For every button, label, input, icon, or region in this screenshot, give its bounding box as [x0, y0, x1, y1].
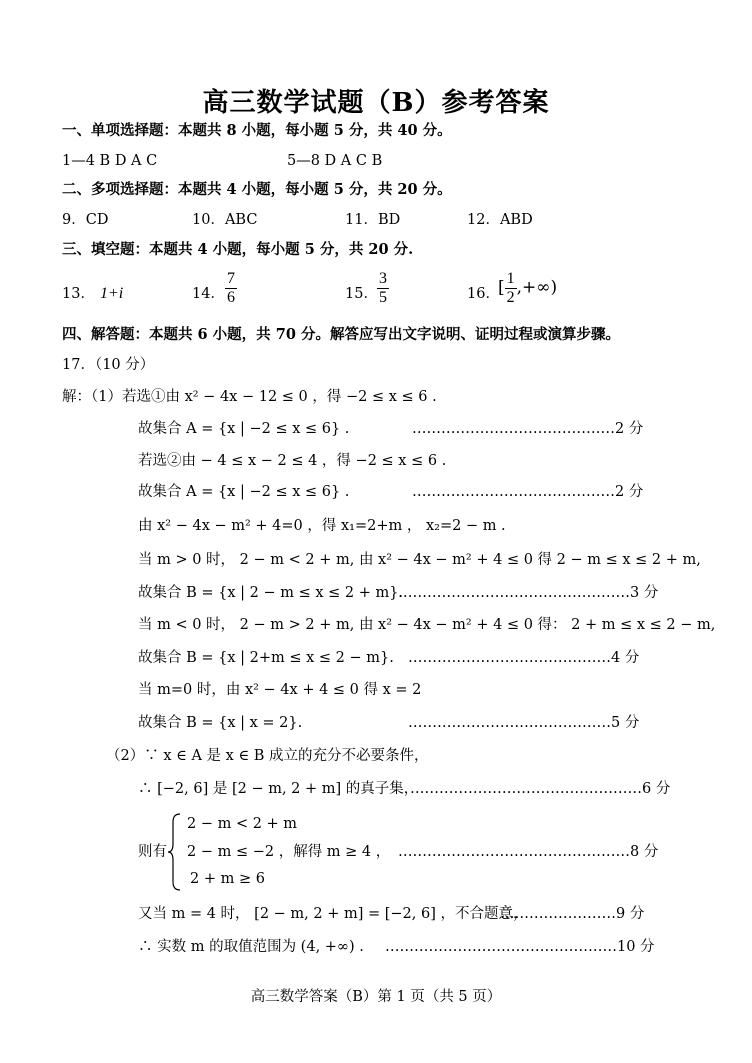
answer-13-label: 13． [62, 286, 95, 302]
page-title: 高三数学试题（B）参考答案 [202, 88, 550, 118]
system-ineq-1: 2 − m < 2 + m [187, 816, 298, 832]
answer-11: 11．BD [345, 212, 401, 228]
solution-line-15: ∴ 实数 m 的取值范围为 (4, +∞) . [138, 939, 364, 955]
solution-line-9: 故集合 B = {x | 2+m ≤ x ≤ 2 − m}. [138, 650, 394, 666]
solution-line-8: 当 m < 0 时， 2 − m > 2 + m, 由 x² − 4x − m² + 4 ≤ 0 得： 2 + m ≤ x ≤ 2 − m, [138, 617, 716, 633]
answer-16 [498, 270, 557, 307]
system-ineq-2: 2 − m ≤ −2 ，解得 m ≥ 4 ， [187, 844, 391, 860]
solution-line-1: 解：（1）若选①由 x² − 4x − 12 ≤ 0 ，得 −2 ≤ x ≤ 6 . [62, 389, 437, 405]
score-2-b: ……………………………………2 分 [412, 484, 644, 500]
section-multi-choice: 二、多项选择题：本题共 4 小题，每小题 5 分，共 20 分。 [62, 181, 452, 198]
section-solutions: 四、解答题：本题共 6 小题，共 70 分。解答应写出文字说明、证明过程或演算步骤。 [62, 326, 620, 343]
section-fill-blank: 三、填空题：本题共 4 小题，每小题 5 分，共 20 分. [62, 241, 414, 258]
bracket-left: [ [498, 277, 505, 298]
solution-line-7: 故集合 B = {x | 2 − m ≤ x ≤ 2 + m}. [138, 585, 404, 601]
score-4: ……………………………………4 分 [408, 650, 640, 666]
solution-line-4: 故集合 A = {x | −2 ≤ x ≤ 6} . [138, 484, 350, 500]
section-single-choice: 一、单项选择题：本题共 8 小题，每小题 5 分，共 40 分。 [62, 122, 452, 139]
system-prefix: 则有 [138, 844, 167, 860]
solution-line-13: ∴ [−2, 6] 是 [2 − m, 2 + m] 的真子集， [138, 781, 419, 797]
score-8: …………………………………………8 分 [398, 844, 659, 860]
score-9: ……………………9 分 [500, 906, 645, 922]
answer-15 [377, 270, 389, 307]
answers-1-4: 1—4 B D A C [62, 153, 158, 169]
fraction-numerator: 1 [506, 270, 515, 287]
answers-5-8: 5—8 D A C B [287, 153, 383, 169]
answer-15-label: 15． [345, 286, 378, 302]
fraction-numerator: 3 [379, 270, 387, 287]
page-footer: 高三数学答案（B）第 1 页（共 5 页） [250, 989, 502, 1005]
solution-line-11: 故集合 B = {x | x = 2}. [138, 715, 303, 731]
system-brace-icon [168, 812, 182, 892]
fraction-numerator: 7 [227, 270, 235, 287]
answer-13: 1+i [100, 285, 124, 302]
solution-line-2: 故集合 A = {x | −2 ≤ x ≤ 6} . [138, 421, 350, 437]
answer-10: 10．ABC [192, 212, 258, 228]
fraction-denominator: 6 [227, 289, 235, 306]
solution-line-6: 当 m > 0 时， 2 − m < 2 + m, 由 x² − 4x − m² + 4 ≤ 0 得 2 − m ≤ x ≤ 2 + m, [138, 552, 701, 568]
interval-end: ,+∞) [516, 277, 558, 298]
answer-12: 12．ABD [467, 212, 533, 228]
fraction-denominator: 2 [506, 289, 515, 306]
score-6: …………………………………………6 分 [410, 781, 671, 797]
answer-9: 9．CD [62, 212, 109, 228]
solution-line-10: 当 m=0 时，由 x² − 4x + 4 ≤ 0 得 x = 2 [138, 682, 422, 698]
fraction-denominator: 5 [379, 289, 387, 306]
answer-14 [225, 270, 237, 307]
solution-line-14: 又当 m = 4 时， [2 − m, 2 + m] = [−2, 6] ，不合题意， [138, 906, 528, 922]
solution-line-3: 若选②由 − 4 ≤ x − 2 ≤ 4 ，得 −2 ≤ x ≤ 6 . [138, 453, 447, 469]
solution-line-5: 由 x² − 4x − m² + 4=0 ，得 x₁=2+m ， x₂=2 − m . [138, 518, 506, 534]
score-5: ……………………………………5 分 [408, 715, 640, 731]
answer-16-label: 16． [467, 286, 500, 302]
system-ineq-3: 2 + m ≥ 6 [190, 871, 265, 887]
score-10: …………………………………………10 分 [385, 939, 655, 955]
solution-line-12: （2）∵ x ∈ A 是 x ∈ B 成立的充分不必要条件， [106, 748, 429, 764]
score-2-a: ……………………………………2 分 [412, 421, 644, 437]
problem-17-header: 17．（10 分） [62, 357, 155, 373]
score-3: …………………………………………3 分 [398, 585, 659, 601]
answer-14-label: 14． [192, 286, 225, 302]
